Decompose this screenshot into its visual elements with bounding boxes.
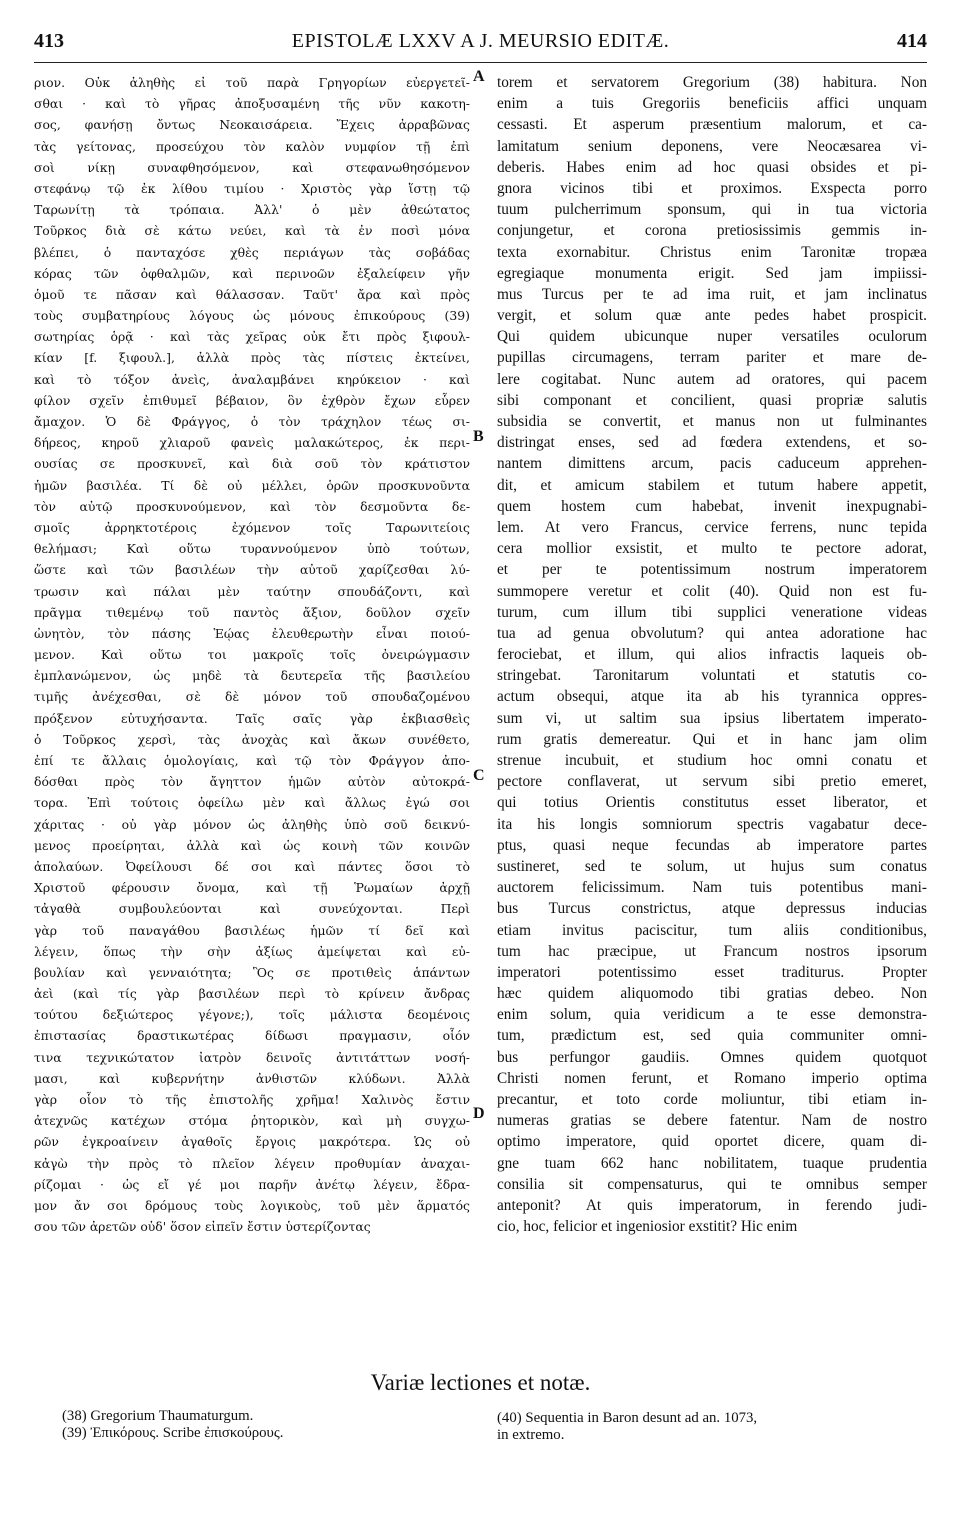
greek-text-line: κόρας τῶν ὀφθαλμῶν, καὶ περινοῶν ἐξαλείφειν γῆν <box>34 265 470 281</box>
margin-marker-b: B <box>473 428 484 445</box>
note-40-line-1: (40) Sequentia in Baron desunt ad an. 1073, <box>497 1410 758 1426</box>
latin-text-line: bus Turcus constrictus, atque depressus inducias <box>497 900 927 918</box>
latin-text-line: turum, cum illum tibi supplici veneratione videas <box>497 603 927 621</box>
page-header <box>34 30 927 64</box>
greek-text-line: τούτου δεξιώτερος γέγονε;), τοῖς μάλιστα δεομένοις <box>34 1007 470 1023</box>
latin-text-line: rum gratis demereatur. Qui et in hanc jam olim <box>497 730 927 748</box>
latin-text-line: Qui quidem ubicunque nuper versatiles oculorum <box>497 328 927 346</box>
greek-text-line: δόσθαι πρὸς τὸν ἄγηττον ἡμῶν αὐτὸν αὐτοκρά- <box>34 774 470 790</box>
greek-text-line: Χριστοῦ φέρουσιν ὄνομα, καὶ τῇ Ῥωμαίων ἀρχῇ <box>34 880 470 896</box>
latin-text-line: lere cogitabat. Nunc autem ad oratores, qui pacem <box>497 370 927 388</box>
latin-text-line: cio, hoc, felicior et ingeniosior exstitit? Hic enim <box>497 1218 798 1236</box>
greek-text-line: δήρεος, κηροῦ χλιαροῦ φανεὶς μαλακώτερος, ἐκ περι- <box>34 435 470 451</box>
greek-text-line: ρίζομαι · ὡς εἴ γέ μοι παρῆν ἀνέτῳ λέγειν, ἔδρα- <box>34 1176 470 1192</box>
latin-text-line: distringat enses, sed ad fœdera extendens, et so- <box>497 434 927 452</box>
greek-text-line: σοὶ νίκῃ συναφθησόμενον, καὶ στεφανωθησόμενον <box>34 159 470 175</box>
latin-text-line: hæc quidem aliquomodo tibi gratias debeo. Non <box>497 985 927 1003</box>
greek-text-line: φίλον σχεῖν ἐπιθυμεῖ βέβαιον, ὃν ἐχθρὸν ἔχων εὗρεν <box>34 392 470 408</box>
greek-text-line: σωτηρίας ὁρᾷ · καὶ τὰς χεῖρας οὐκ ἔτι πρὸς ξιφουλ- <box>34 329 470 345</box>
latin-text-line: tum, prædictum est, sed quia communiter omni- <box>497 1027 927 1045</box>
latin-text-line: tua ad genua obvolutum? qui antea adoratione hac <box>497 624 927 642</box>
latin-text-line: Christi nomen ferunt, et Romano imperio optima <box>497 1069 927 1087</box>
margin-marker-a: A <box>473 68 485 85</box>
latin-text-line: actum obsequi, atque ita ab his tyrannica oppres- <box>497 688 927 706</box>
latin-text-line: pectore conflaverat, ut servum sibi pretio emeret, <box>497 773 927 791</box>
latin-text-line: precantur, et toto corde moliuntur, tibi etiam in- <box>497 1091 927 1108</box>
latin-text-line: ferociebat, et illum, qui alios infractis laqueis ob- <box>497 646 927 664</box>
greek-text-line: ἀτεχνῶς κατέχων στόμα ῥητορικὸν, καὶ μὴ συγχω- <box>34 1113 470 1129</box>
latin-text-line: vergit, et solum quæ ante pedes habet prospicit. <box>497 307 927 325</box>
greek-text-line: ρῶν ἐγκροαίνειν ἀγαθοῖς ἔργοις μακρότερα. Ὡς οὐ <box>34 1134 470 1150</box>
latin-text-line: gne tuam 662 hanc nobilitatem, tuaque prudentia <box>497 1154 927 1172</box>
greek-text-line: ἀπολαύων. Ὀφείλουσι δέ σοι καὶ πάντες ὅσοι τὸ <box>34 858 470 874</box>
greek-text-line: στεφάνῳ τῷ ἐκ λίθου τιμίου · Χριστὸς γὰρ ἵστῃ τῷ <box>34 180 470 196</box>
latin-text-line: stringebat. Taronitarum voluntati et statutis co- <box>497 667 927 685</box>
latin-text-column <box>497 72 927 1237</box>
latin-text-line: egregiaque monumenta erigit. Sed jam impiissi- <box>497 264 927 282</box>
page-number-left: 413 <box>34 30 64 52</box>
latin-text-line: pupillas circumagens, terram pariter et mare de- <box>497 349 927 367</box>
latin-text-line: lamitatum senium deponens, vere Neocæsarea vi- <box>497 137 927 155</box>
note-40-line-2: in extremo. <box>497 1427 565 1443</box>
latin-text-line: summopere veretur et colit (40). Quid non est fu- <box>497 582 927 600</box>
latin-text-line: consilia sit compensaturus, qui te omnibus semper <box>497 1175 927 1193</box>
latin-text-line: conjungetur, et corona pretiosissimis gemmis in- <box>497 222 927 240</box>
latin-text-line: texta exornabitur. Christus enim Taronitæ tropæa <box>497 243 927 261</box>
greek-text-line: τὰς γείτονας, προσεύχου τὸν καλὸν νυμφίον τῇ ἐπὶ <box>34 138 470 154</box>
note-38: (38) Gregorium Thaumaturgum. <box>62 1408 254 1424</box>
greek-text-line: τοὺς συμβατηρίους λόγους ὡς μόνους ἐπικούρους (39) <box>34 308 470 324</box>
latin-text-line: enim solum, quia veridicum a te esse demonstra- <box>497 1006 927 1024</box>
latin-text-line: cera mollior exsistit, et multo te pectore adorat, <box>497 540 927 558</box>
greek-text-line: κἀγὼ τὴν πρὸς τὸ πλεῖον λέγειν προθυμίαν ἀναχαι- <box>34 1155 470 1171</box>
greek-text-line: τινα τεχνικώτατον ἰατρὸν δεινοῖς ἀντιτάττων νοσή- <box>34 1049 470 1065</box>
latin-text-line: sum vi, ut saltim sua ipsius libertatem imperato- <box>497 709 927 727</box>
latin-text-line: sibi componant et concilient, quasi propriæ salutis <box>497 391 927 409</box>
latin-text-line: lem. At vero Francus, cervice ferrens, nunc tepida <box>497 518 927 536</box>
greek-text-line: μον ἄν σοι δρόμους τοὺς λογικοὺς, τοῦ μὲν ἅρματός <box>34 1197 470 1213</box>
latin-text-line: cessasti. Et asperum præsentium malorum, et ca- <box>497 116 927 134</box>
latin-text-line: dit, et amicum stabilem et tutum habere appetit, <box>497 476 927 494</box>
margin-marker-d: D <box>473 1105 485 1122</box>
notes-title: Variæ lectiones et notæ. <box>370 1370 591 1395</box>
note-39: (39) Ἐπικόρους. Scribe ἐπισκούρους. <box>62 1425 284 1441</box>
greek-text-line: σος, φανήσῃ ὄντως Νεοκαισάρεια. Ἔχεις ἀρραβῶνας <box>34 117 470 133</box>
latin-text-line: imperatori potentissimo esset traditurus. Propter <box>497 963 927 981</box>
latin-text-line: anteponit? At quis imperatorum, in ferendo judi- <box>497 1196 927 1214</box>
greek-text-line: μενος προείρηται, ἀλλὰ καὶ ὡς κοινὴ τῶν κοινῶν <box>34 837 470 853</box>
greek-text-line: ὥστε καὶ τῶν βασιλέων τὴν αὐτοῦ χαρίζεσθαι λύ- <box>34 562 470 578</box>
latin-text-line: quem hostem cum habebat, invenit inexpugnabi- <box>497 497 927 515</box>
greek-text-line: σου τῶν ἀρετῶν οὐδ' ὅσον εἰπεῖν ἔστιν ὑστερίζοντας <box>34 1219 371 1235</box>
latin-text-line: et per te potentissimum nostrum imperatorem <box>497 561 927 579</box>
greek-text-line: τρωσιν καὶ πάλαι μὲν ταύτην σπουδάζοντι, καὶ <box>34 583 470 599</box>
greek-text-line: ουσίας σε προσκυνεῖ, καὶ διὰ σοῦ τὸν κράτιστον <box>34 456 470 472</box>
latin-text-line: qui totius Orientis constitutus esset liberator, et <box>497 794 927 812</box>
greek-text-line: σθαι · καὶ τὸ γῆρας ἀποξυσαμένη τῆς νῦν κακοτη- <box>34 96 470 112</box>
greek-text-line: ὠνητὸν, τὸν πάσης Ἑῴας ἐλευθερωτὴν εἶναι ποιού- <box>34 625 470 641</box>
greek-text-line: μασι, καὶ κυβερνήτην ἀνθιστῶν κλύδωνι. Ἀλλὰ <box>34 1070 470 1086</box>
greek-text-line: πρᾶγμα τιθεμένῳ τοῦ παντὸς ἄξιον, δοῦλον σχεῖν <box>34 604 470 620</box>
header-rule <box>34 62 927 63</box>
latin-text-line: tum hac præcipue, ut Francum nostros ipsorum <box>497 942 927 960</box>
greek-text-line: Τοῦρκος διὰ σὲ κάτω νεύει, καὶ τὰ ἐν ποσὶ μόνα <box>34 223 470 239</box>
greek-text-line: γὰρ τοῦ παναγάθου βασιλέως ἡμῶν τί δεῖ καὶ <box>34 922 470 938</box>
greek-text-line: καὶ τὸ τόξον ἀνεὶς, ἀναλαμβάνει κηρύκειον · καὶ <box>34 371 470 387</box>
latin-text-line: ita his longis somniorum spectris vagabatur dece- <box>497 815 927 833</box>
greek-text-line: ριον. Οὐκ ἀληθὴς εἰ τοῦ παρὰ Γρηγορίων εὐεργετεῖ- <box>34 75 470 90</box>
latin-text-line: ptus, quasi neque fecundas ab imperatore partes <box>497 836 927 854</box>
latin-text-line: optimo imperatore, quid oportet dicere, quam di- <box>497 1133 927 1151</box>
greek-text-line: ἐμπλανώμενον, ὡς μηδὲ τὰ δευτερεῖα τῆς βασιλείου <box>34 668 470 684</box>
greek-text-line: γὰρ οἷον τὸ τῆς ἐπιστολῆς χρῆμα! Χαλινὸς ἔστιν <box>34 1092 470 1107</box>
greek-text-line: τὸν αὐτῷ προσκυνούμενον, καὶ τὸν δεσμοῦντα δε- <box>34 498 470 514</box>
greek-text-line: θελήμασι; Καὶ οὕτω τυραννούμενον ὑπὸ τούτων, <box>34 541 470 557</box>
greek-text-line: ἡμῶν βασιλέα. Τί δὲ οὐ μέλλει, ὁρῶν προσκυνοῦντα <box>34 477 470 493</box>
latin-text-line: sustineret, sed te solum, ut hujus sum conatus <box>497 857 927 875</box>
latin-text-line: etiam invitus paciscitur, tum aliis conditionibus, <box>497 921 927 939</box>
greek-text-line: σμοῖς ἀρρηκτοτέροις ἐχόμενον τοῖς Ταρωνιτείοις <box>34 519 470 535</box>
running-title: EPISTOLÆ LXXV A J. MEURSIO EDITÆ. <box>291 30 670 52</box>
greek-text-line: ἄμαχον. Ὁ δὲ Φράγγος, ὁ τὸν τράχηλον τέως σι- <box>34 414 470 429</box>
latin-text-line: nantem dimittens arcum, pacis caduceum apprehen- <box>497 455 927 473</box>
margin-marker-c: C <box>473 767 485 784</box>
greek-text-column <box>34 72 470 1237</box>
latin-text-line: gnora vicinos tibi et proximos. Exspecta porro <box>497 179 927 197</box>
latin-text-line: torem et servatorem Gregorium (38) habitura. Non <box>497 74 927 91</box>
greek-text-line: τἀγαθὰ συμβουλεύονται καὶ συνεύχονται. Περὶ <box>34 901 470 917</box>
latin-text-line: auctorem felicissimum. Nam tuis potentibus mani- <box>497 879 927 897</box>
greek-text-line: κίαν [f. ξιφουλ.], ἀλλὰ πρὸς τὰς πίστεις ἐκτείνει, <box>34 350 470 366</box>
greek-text-line: ὁ Τοῦρκος χερσὶ, τὰς ἀνοχὰς καὶ ἄκων συνέθετο, <box>34 731 470 747</box>
greek-text-line: ὁμοῦ τε πᾶσαν καὶ θάλασσαν. Ταῦτ' ἄρα καὶ πρὸς <box>34 286 470 302</box>
greek-text-line: ἀεὶ (καὶ τίς γὰρ βασιλέων περὶ τὸ κρίνειν ἄνδρας <box>34 986 470 1002</box>
greek-text-line: Ταρωνίτῃ τὰ τρόπαια. Ἀλλ' ὁ μὲν ἀθεώτατος <box>34 202 470 218</box>
latin-text-line: deberis. Habes enim ad hoc quasi obsides et pi- <box>497 158 927 176</box>
latin-text-line: numeras gratias se debere fatentur. Nam de nostro <box>497 1112 927 1130</box>
greek-text-line: βλέπει, ὁ πανταχόσε χθὲς περιάγων τὰς σοβάδας <box>34 244 470 260</box>
latin-text-line: bus perfungor gaudiis. Omnes quidem quotquot <box>497 1048 927 1066</box>
greek-text-line: τορα. Ἐπὶ τούτοις ὀφείλω μὲν καὶ ἄλλως ἐγώ σοι <box>34 795 470 811</box>
latin-text-line: strenue incubuit, et studium hoc omni conatu et <box>497 752 927 769</box>
greek-text-line: χάριτας · οὐ γὰρ μόνον ὡς ἀληθὴς ὑπὸ σοῦ δεικνύ- <box>34 816 470 832</box>
greek-text-line: μενον. Καὶ οὕτω τοι μακροῖς τοῖς ὀνειρώγμασιν <box>34 647 470 663</box>
page-number-right: 414 <box>897 30 927 52</box>
latin-text-line: subsidia se convertit, et manus non ut fulminantes <box>497 413 927 430</box>
greek-text-line: ἐπί τε ἄλλαις ὁμολογίαις, καὶ τῷ τὸν Φράγγον ἀπο- <box>34 753 470 768</box>
greek-text-line: πρόξενον εὐτυχήσαντα. Ταῖς σαῖς γὰρ ἐκβιασθεὶς <box>34 710 470 726</box>
latin-text-line: enim a tuis Gregoriis beneficiis affici unquam <box>497 95 927 113</box>
latin-text-line: tuum pulcherrimum sponsum, qui in tua victoria <box>497 201 927 219</box>
greek-text-line: ἐπιστασίας δραστικωτέρας δίδωσι πραγμασιν, οἷόν <box>34 1028 470 1044</box>
greek-text-line: βουλίαν καὶ γενναιότητα; Ὃς σε προτιθεὶς ἁπάντων <box>34 964 470 980</box>
greek-text-line: τιμῆς ἀνέχεσθαι, σὲ δὲ μόνον τοῦ σπουδαζομένου <box>34 689 470 705</box>
latin-text-line: mus Turcus per te ad ima ruit, et jam inclinatus <box>497 285 927 303</box>
greek-text-line: λέγειν, ὅπως τὴν σὴν ἀξίως ἀμείψεται καὶ εὐ- <box>34 943 470 959</box>
